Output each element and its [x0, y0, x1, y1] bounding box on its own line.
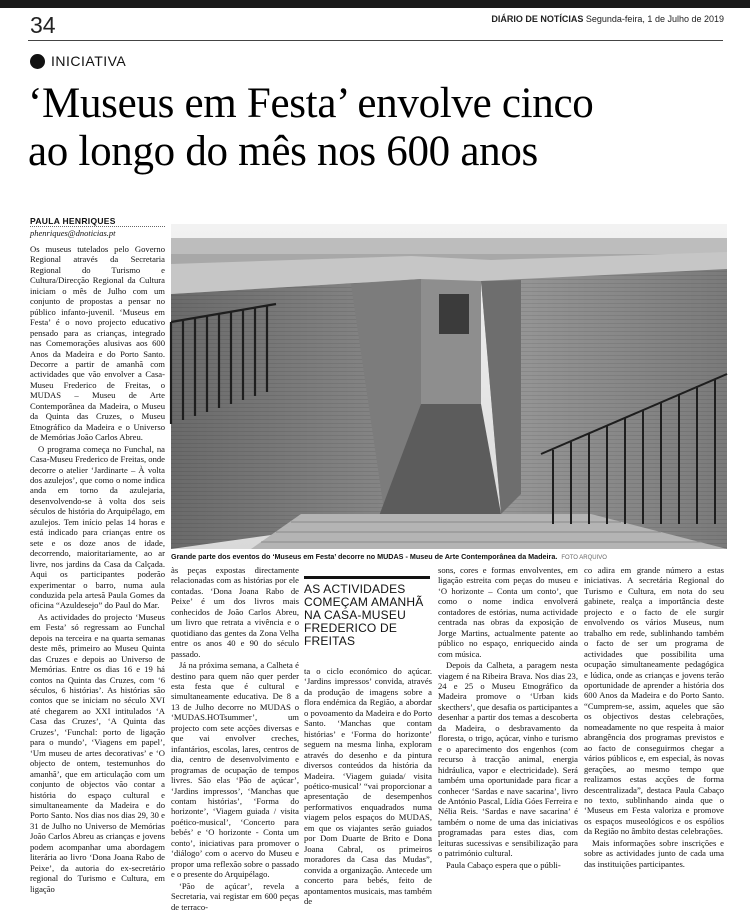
pull-quote-rule: [304, 576, 430, 579]
paragraph: ta o ciclo económico do açúcar. ‘Jardins impressos’ convida, através da produção de imagens sobre a flora endémica da Região, a abordar o povoamento da Madeira e do Porto Santo. ‘Manchas que contam histórias’ e ‘Forma do horizonte’ seguem na mesma linha, exploram através do desenho e da pintura diversos conteúdos da história da Madeira. ‘Viagem guiada/ visita poético-musical’ “vai proporcionar a apresentação de desempenhos performativos enquadrados numa viagem pelos espaços do MUDAS, em que os viajantes serão guiados por Dom Duarte de Brito e Dona Joana Cabral, os primeiros moradores da Casa das Mudas”, convida a organização. Antecede um concerto para bebés, feito de apontamentos musicais, mas também de: [304, 666, 432, 906]
paragraph: ‘Pão de açúcar’, revela a Secretaria, vai registar em 600 peças de terraco-: [171, 880, 299, 912]
byline-email-wrap: [30, 228, 165, 238]
paragraph: Mais informações sobre inscrições e sobre as actividades junto de cada uma das instituições participantes.: [584, 837, 724, 869]
headline-line-2: ao longo do mês nos 600 anos: [28, 128, 538, 175]
top-bar: [0, 0, 750, 8]
photo-credit: FOTO ARQUIVO: [561, 555, 607, 561]
paragraph: Depois da Calheta, a paragem nesta viagem é na Ribeira Brava. Nos dias 23, 24 e 25 o Museu Etnográfico da Madeira promove o ‘Urban kids skecthers’, que desafia os participantes a desenhar a partir dos temas a descoberta da Madeira, o desbravamento da floresta, o trigo, açúcar, vinho e turismo e o aparecimento dos engenhos (com recurso à tracção animal, energia hidráulica, vapor e electricidade). Será também uma oportunidade para ficar a conhecer ‘Sardas e nave sacarina’, livro de António Pascal, Lídia Góes Ferreira e Nélia Reis. ‘Sardas e nave sacarina’ é também o nome de uma das iniciativas programadas para estes dias, com leituras sucessivas e sensibilização para o património cultural.: [438, 660, 578, 859]
headline: [28, 80, 728, 176]
headline-line-1: ‘Museus em Festa’ envolve cinco: [28, 80, 594, 127]
article-column-1: [30, 244, 165, 900]
paragraph: Paula Cabaço espera que o públi-: [446, 859, 561, 870]
caption-text: Grande parte dos eventos do ‘Museus em Festa’ decorre no MUDAS - Museu de Arte Contemporânea da Madeira.: [171, 552, 558, 561]
pull-quote: AS ACTIVIDADES COMEÇAM AMANHÃ NA CASA-MUSEU FREDERICO DE FREITAS: [304, 582, 424, 648]
paragraph: Já na próxima semana, a Calheta é destino para quem não quer perder esta festa que é cultural e simultaneamente educativa. De 8 a 13 de Julho decorre no MUDAS o ‘MUDAS.HOTsummer’, um projecto com sete acções diversas e que vai envolver creches, infantários, escolas, lares, centros de dia, centro de desenvolvimento e programas de ocupação de tempos livres. São elas ‘Pão de açúcar’, ‘Jardins impressos’, ‘Manchas que contam histórias’, ‘Forma do horizonte’, ‘Viagem guiada / visita poético-musical’, ‘Concerto para bebés’ e ‘O horizonte - Conta um conto’, iniciativas para promover o ‘diálogo’ com o acervo do Museu e propor uma reflexão sobre o passado e o presente do Arquipélago.: [171, 660, 299, 880]
author-name: PAULA HENRIQUES: [30, 216, 116, 226]
article-column-5: [584, 565, 724, 900]
section-name: INICIATIVA: [51, 53, 127, 69]
header-rule: [28, 40, 723, 41]
article-photo: [171, 224, 727, 549]
publication-name: DIÁRIO DE NOTÍCIAS: [491, 14, 584, 24]
paragraph: O programa começa no Funchal, na Casa-Museu Frederico de Freitas, onde decorre o atelier ‘Jardinarte – À volta dos azulejos’, que como o nome indica anda em torno da azulejaria, desenvolvendo-se à volta dos seis séculos de história do Arquipélago, em azulejos. Tem início pelas 14 horas e está indicado para crianças entre os sete e os doze anos de idade, decorrendo, maioritariamente, ao ar livre, nos jardins da Casa da Calçada. Aqui os participantes poderão experimentar o barro, numa aula conduzida pela artesã Paula Gomes da oficina “Azuldesejo” do Paul do Mar.: [30, 443, 165, 611]
article-column-2: [171, 565, 299, 912]
paragraph: As actividades do projecto ‘Museus em Festa’ só regressam ao Funchal depois na terceira e na quarta semanas deste mês, primeiro ao Museu Quinta das Cruzes e depois ao Universo de Memórias. Entre os dias 16 e 19 há contos na Quinta das Cruzes, com ‘6 séculos, 6 histórias’. As histórias são contos que se iniciam no século XVI até chegarem ao XXI intitulados ‘A Casa das Cruzes’, ‘A Quinta das Cruzes’, ‘Funchal: porto de ligação para o mundo’, ‘Viagens em papel’, ‘Um museu de artes decorativas’ e ‘O objecto de ontem, testemunhos do amanhã’, que em articulação com um conjunto de objectos vão contar a história do espaço cultural e simultaneamente da Madeira e do Porto Santo. Nos dias nos dias 29, 30 e 31 de Julho no Universo de Memórias João Carlos Abreu as crianças e jovens podem acompanhar uma abordagem literária ao livro ‘Dona Joana Rabo de Peixe’, da autoria do ex-secretário regional do Turismo e Cultura, em ligação: [30, 611, 165, 894]
author-email[interactable]: phenriques@dnoticias.pt: [30, 228, 116, 238]
article-column-3: [304, 666, 432, 906]
section-label: [30, 53, 126, 69]
page-number: 34: [30, 12, 56, 38]
byline: [30, 216, 165, 226]
photo-caption: [171, 552, 727, 561]
masthead: [491, 14, 724, 24]
issue-date: Segunda-feira, 1 de Julho de 2019: [585, 14, 724, 24]
paragraph: às peças expostas directamente relacionadas com as histórias por ele contadas. ‘Dona Joana Rabo de Peixe’ é um dos livros mais conhecidos de João Carlos Abreu, um livro que retrata a vivência e o quotidiano das gentes da Zona Velha entre os anos 40 e 90 do século passado.: [171, 565, 299, 659]
bullet-icon: [30, 54, 45, 69]
byline-rule: [30, 226, 165, 227]
paragraph: sons, cores e formas envolventes, em ligação estreita com peças do museu e ‘O horizonte – Conta um conto’, que como o nome indica envolverá contadores de estórias, numa actividade centrada nas obras da exposição de Jorge Martins, actualmente patente ao público no espaço, enriquecido ainda com música.: [438, 565, 578, 659]
article-column-4: [438, 565, 578, 900]
paragraph: Os museus tutelados pelo Governo Regional através da Secretaria Regional do Turismo e Cultura/Direcção Regional da Cultura iniciam o mês de Julho com um conjunto de propostas a pensar no público infanto-juvenil. ‘Museus em Festa’ é o novo projecto educativo pensado para as crianças, integrado nas Comemorações alusivas aos 600 Anos da Madeira e do Porto Santo. Decorre a partir de amanhã com actividades que vão envolver a Casa-Museu Frederico de Freitas, o MUDAS – Museu de Arte Contemporânea da Madeira, o Museu da Quinta das Cruzes, o Museu Etnográfico da Madeira e o Universo de Memórias João Carlos Abreu.: [30, 244, 165, 443]
paragraph: co adira em grande número a estas iniciativas. A secretária Regional do Turismo e Cultura, em nota do seu gabinete, realça a importância deste projecto e o facto de ele surgir envolvendo os vários Museus, num trabalho em rede, sublinhando também o facto de ser um programa de actividades que possibilita uma ocupação simultaneamente pedagógica e lúdica, onde as crianças e jovens terão oportunidade de aprender a história dos 600 Anos da Madeira e do Porto Santo. “Cumprem-se, assim, aqueles que são os objectivos destas celebrações, nomeadamente no que respeita à maior abrangência dos programas previstos e ao facto de conseguirmos chegar a vários públicos e, em especial, às novas gerações, ao mesmo tempo que realizamos estas acções de forma descentralizada”, destaca Paula Cabaço no texto, sublinhando ainda que o ‘Museus em Festa valoriza e promove os espaços museológicos e os espólios da Região no âmbito destas celebrações.: [584, 565, 724, 837]
